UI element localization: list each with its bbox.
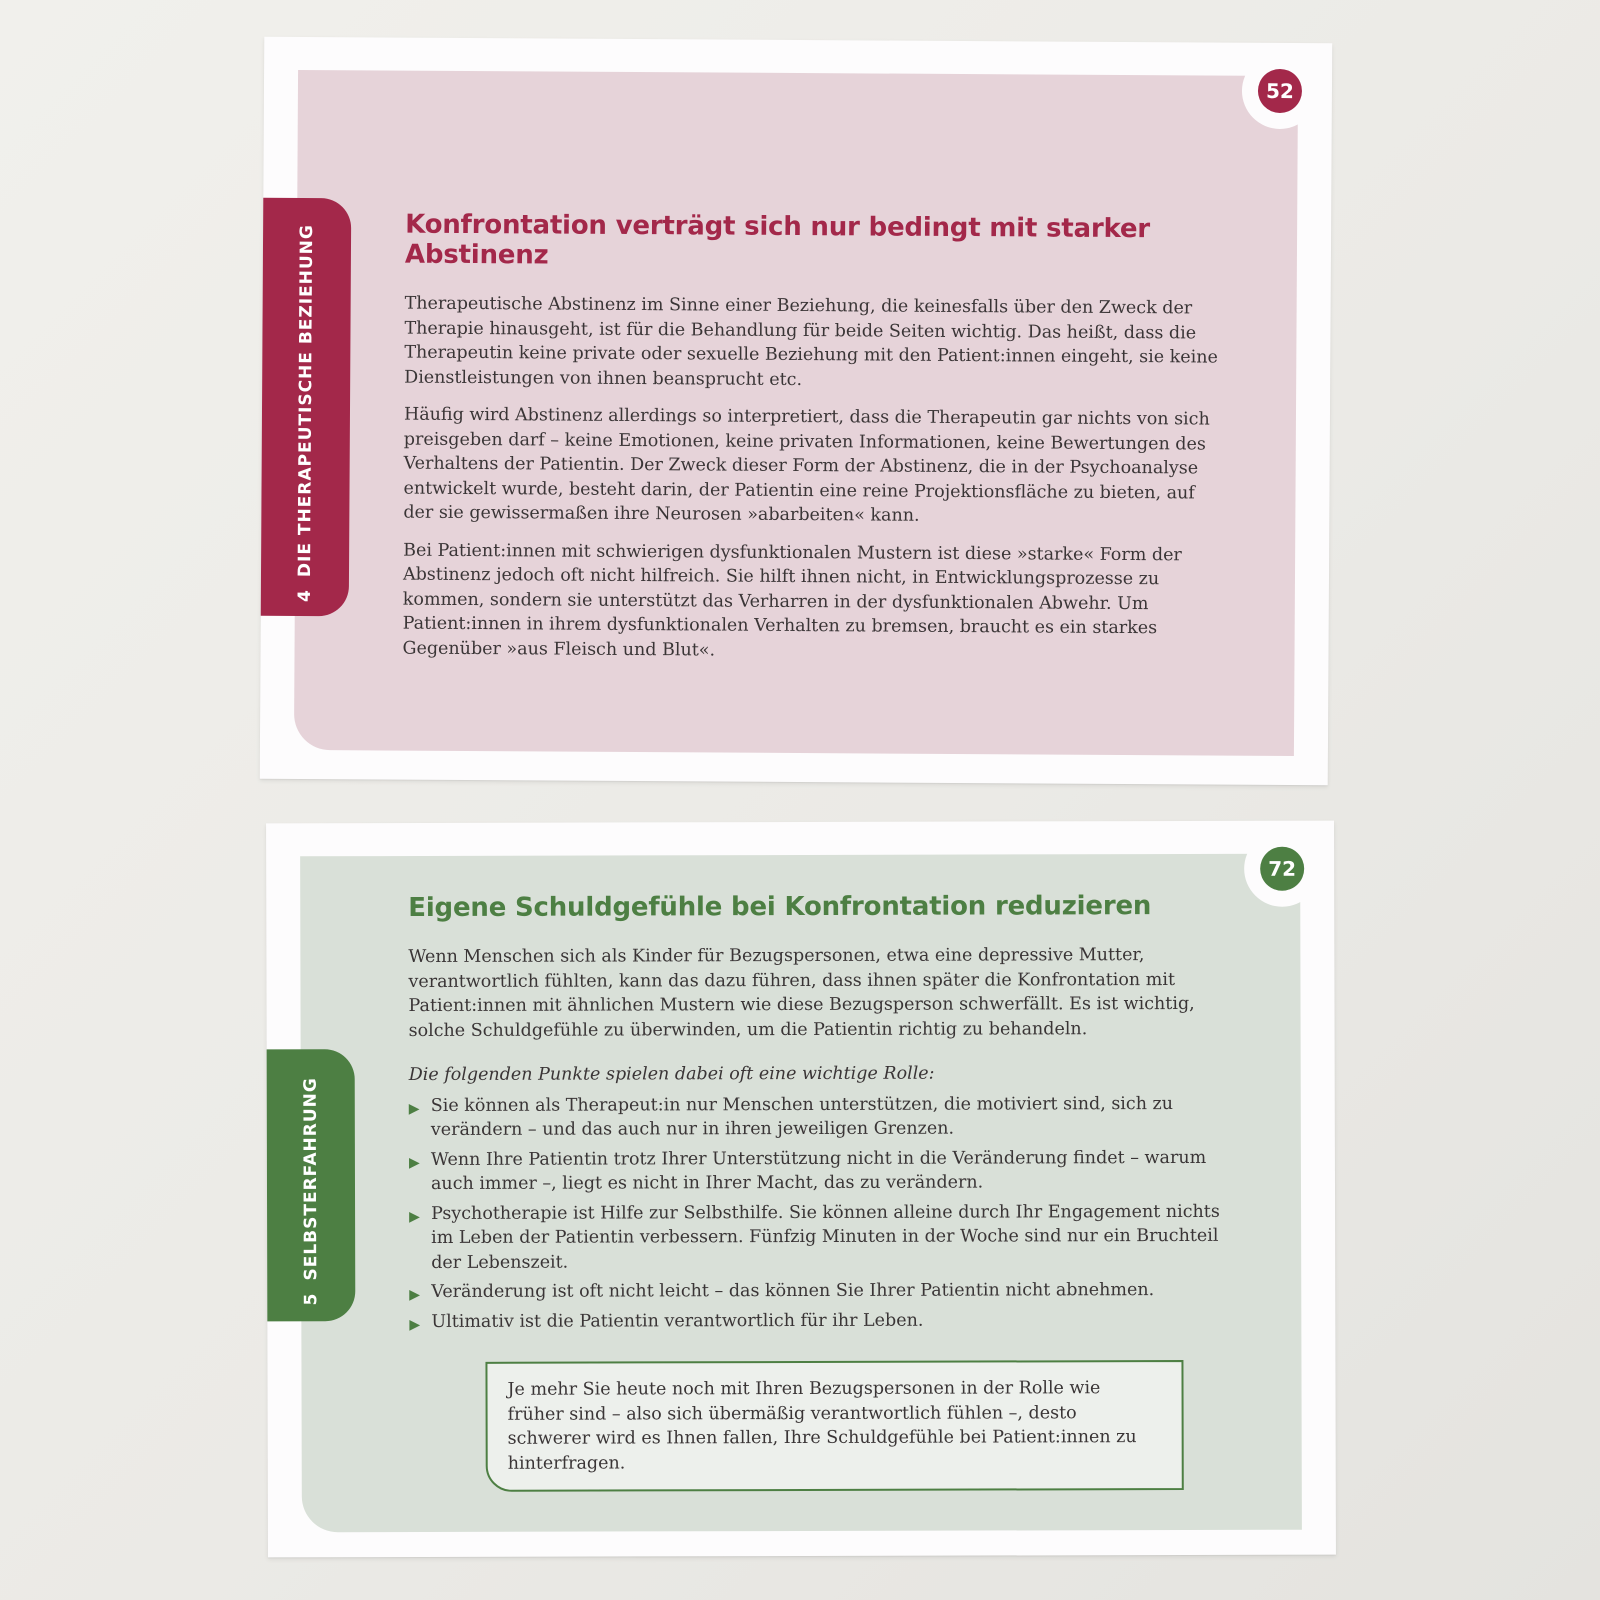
page-number-badge bbox=[1242, 53, 1318, 129]
card-72 bbox=[266, 821, 1336, 1558]
triangle-right-icon: ▶ bbox=[409, 1316, 421, 1333]
card-title: Konfrontation verträgt sich nur bedingt mit starker Abstinenz bbox=[404, 209, 1151, 271]
list-item bbox=[409, 1199, 1231, 1275]
list-item-text: Psychotherapie ist Hilfe zur Selbsthilfe. Sie können alleine durch Ihr Engagement nichts im Leben der Patientin verbessern. Fünfzig Minuten in der Woche sind nur ein Bruchteil der Lebenszeit. bbox=[431, 1201, 1220, 1273]
chapter-tab bbox=[261, 198, 352, 617]
chapter-number: 5 bbox=[301, 1292, 322, 1306]
note-box: Je mehr Sie heute noch mit Ihren Bezugspersonen in der Rolle wie früher sind – also sich übermäßig verantwortlich fühlen –, desto schwerer wird es Ihnen fallen, Ihre Schuldgefühle bei Patient:innen zu hinterfragen. bbox=[485, 1360, 1183, 1492]
chapter-label bbox=[301, 1065, 322, 1305]
paragraph: Häufig wird Abstinenz allerdings so interpretiert, dass die Therapeutin gar nichts von sich preisgeben darf – keine Emotionen, keine privaten Informationen, keine Bewertungen des Verhaltens der Patientin. Der Zweck dieser Form der Abstinenz, die in der Psychoanalyse entwickelt wurde, besteht darin, der Patientin eine reine Projektionsfläche zu bieten, auf der sie gewissermaßen ihre Neurosen »abarbeiten« kann. bbox=[403, 404, 1210, 526]
list-item bbox=[409, 1278, 1231, 1305]
list-intro: Die folgenden Punkte spielen dabei oft eine wichtige Rolle: bbox=[408, 1063, 935, 1086]
list-item bbox=[409, 1145, 1231, 1196]
bullet-list bbox=[409, 1091, 1232, 1334]
page-number: 72 bbox=[1260, 847, 1304, 891]
chapter-number: 4 bbox=[294, 589, 315, 602]
triangle-right-icon: ▶ bbox=[408, 1100, 420, 1117]
paragraph: Wenn Menschen sich als Kinder für Bezugspersonen, etwa eine depressive Mutter, verantwortlich fühlten, kann das dazu führen, dass ihnen später die Konfrontation mit Patient:innen mit ähnlichen Mustern wie diese Bezugsperson schwerfällt. Es ist wichtig, solche Schuldgefühle zu überwinden, um die Patientin richtig zu behandeln. bbox=[408, 945, 1195, 1041]
list-item bbox=[409, 1307, 1231, 1334]
list-item-text: Sie können als Therapeut:in nur Menschen unterstützen, die motiviert sind, sich zu verändern – und das auch nur in ihren jeweiligen Grenzen. bbox=[430, 1093, 1174, 1140]
card-content bbox=[408, 891, 1232, 1492]
page-number-badge bbox=[1244, 831, 1320, 907]
paragraph: Bei Patient:innen mit schwierigen dysfunktionalen Mustern ist diese »starke« Form der Abstinenz jedoch oft nicht hilfreich. Sie hilft ihnen nicht, in Entwicklungsprozesse zu kommen, sondern sie unterstützt das Verharren in der dysfunktionalen Abwehr. Um Patient:innen in ihrem dysfunktionalen Verhalten zu bremsen, braucht es ein starkes Gegenüber »aus Fleisch und Blut«. bbox=[402, 540, 1182, 661]
list-item-text: Wenn Ihre Patientin trotz Ihrer Unterstützung nicht in die Veränderung findet – warum auch immer –, liegt es nicht in Ihrer Macht, das zu verändern. bbox=[430, 1147, 1207, 1194]
chapter-label bbox=[295, 212, 317, 602]
list-item bbox=[409, 1091, 1231, 1142]
list-item-text: Ultimativ ist die Patientin verantwortlich für ihr Leben. bbox=[431, 1310, 924, 1332]
triangle-right-icon: ▶ bbox=[409, 1208, 420, 1225]
card-52 bbox=[260, 37, 1333, 786]
triangle-right-icon: ▶ bbox=[408, 1154, 420, 1171]
chapter-tab bbox=[267, 1049, 356, 1321]
page-number: 52 bbox=[1258, 69, 1302, 113]
list-item-text: Veränderung ist oft nicht leicht – das können Sie Ihrer Patientin nicht abnehmen. bbox=[431, 1280, 1155, 1302]
chapter-title: DIE THERAPEUTISCHE BEZIEHUNG bbox=[294, 224, 318, 578]
card-content bbox=[402, 210, 1227, 679]
triangle-right-icon: ▶ bbox=[409, 1286, 421, 1304]
paragraph: Therapeutische Abstinenz im Sinne einer Beziehung, die keinesfalls über den Zweck der Therapie hinausgeht, ist für die Behandlung für beide Seiten wichtig. Das heißt, dass die Therapeutin keine private oder sexuelle Beziehung mit den Patient:innen eingeht, sie keine Dienstleistungen von ihnen beansprucht etc. bbox=[404, 293, 1218, 390]
chapter-title: SELBSTERFAHRUNG bbox=[300, 1077, 322, 1281]
card-title: Eigene Schuldgefühle bei Konfrontation reduzieren bbox=[408, 891, 1152, 924]
